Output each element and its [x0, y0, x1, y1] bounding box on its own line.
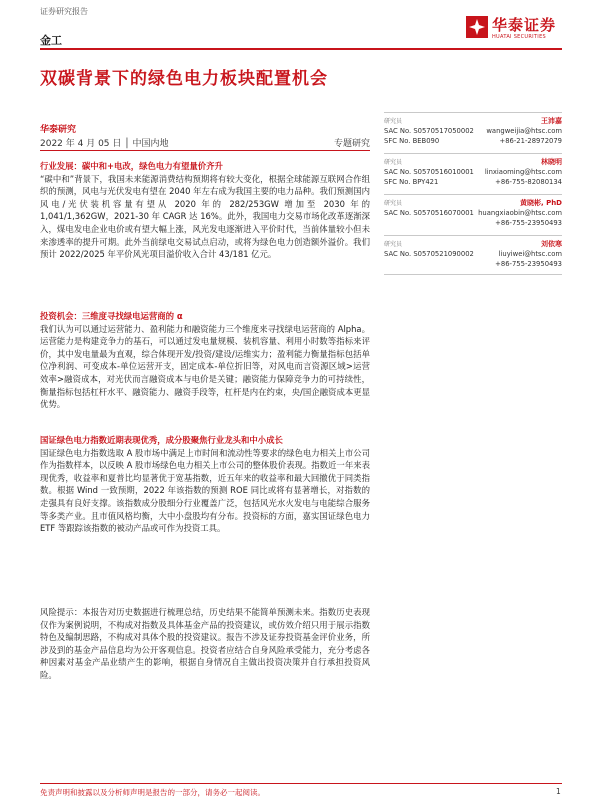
header-divider [40, 48, 562, 50]
publisher-label: 华泰研究 [40, 125, 77, 135]
analyst-divider [384, 235, 562, 236]
analyst-phone: +86-755-82080134 [495, 178, 562, 186]
meta-divider [40, 150, 370, 151]
footer-divider [40, 783, 562, 784]
section-heading: 投资机会：三维度寻找绿电运营商的 α [40, 311, 183, 321]
analyst-phone: +86-755-23950493 [495, 260, 562, 268]
section-heading: 国证绿色电力指数近期表现优秀，成分股聚焦行业龙头和中小成长 [40, 435, 283, 445]
page-number: 1 [556, 787, 561, 796]
analyst-role: 研究员 [384, 200, 403, 207]
analyst-sac: SAC No. S0570516010001 [384, 168, 474, 176]
analyst-name: 刘依寒 [541, 240, 562, 248]
analyst-card [384, 157, 562, 187]
analyst-name: 王沛嘉 [541, 117, 562, 125]
analyst-card [384, 116, 562, 146]
analyst-card [384, 239, 562, 269]
section-heading: 行业发展：碳中和+电改，绿色电力有望量价齐升 [40, 161, 223, 171]
risk-warning-text: 风险提示：本报告对历史数据进行梳理总结，历史结果不能简单预测未来。指数历史表现仅作为案例说明，不构成对指数及具体基金产品的投资建议，或仿效介绍只用于展示指数特色及编制思路，不构成对具体个股的投资建议。报告不涉及证券投资基金评价业务，所涉及到的基金产品信息均为公开客观信息。投资者应结合自身风险承受能力，充分考虑各种因素对基金产品业绩产生的影响，根据自身情况自主做出投资决策并自行承担投资风险。 [40, 607, 370, 680]
analyst-email[interactable]: huangxiaobin@htsc.com [478, 209, 562, 217]
analyst-role: 研究员 [384, 159, 403, 166]
date-region: 2022 年 4 月 05 日 │ 中国内地 [40, 139, 169, 149]
analyst-sac: SAC No. S0570521090002 [384, 250, 474, 258]
section-body: “碳中和”背景下，我国未来能源消费结构预期将有较大变化，根据全球能源互联网合作组织的预测，风电与光伏发电有望在 2040 年左右成为我国主要的电力品种。我们预测国内风电/光伏装机容量有望从 2020 年的 282/253GW 增加至 2030 年的 1,041/1,362GW，2021-30 年 CAGR 达 16%。此外，我国电力交易市场化改革逐渐深入，煤电发电企业电价或有望大幅上涨，风光发电逐渐进入平价时代，当前体量较小但未来渗透率的提升可期。此外当前绿电交易试点启动，或将为绿色电力创造额外溢价。我们预计 2022/2025 年平价风光项目溢价收入合计 43/181 亿元。 [40, 173, 370, 260]
section-industry [40, 160, 370, 261]
analyst-role: 研究员 [384, 241, 403, 248]
analyst-email[interactable]: linxiaoming@htsc.com [484, 168, 562, 176]
huatai-logo-icon [466, 16, 488, 38]
analyst-sac: SAC No. S0570516070001 [384, 209, 474, 217]
analyst-name: 林晓明 [541, 158, 562, 166]
analyst-role: 研究员 [384, 118, 403, 125]
analyst-divider [384, 274, 562, 275]
analyst-sac: SAC No. S0570517050002 [384, 127, 474, 135]
section-body: 国证绿色电力指数选取 A 股市场中满足上市时间和流动性等要求的绿色电力相关上市公司作为指数样本，以反映 A 股市场绿色电力相关上市公司的整体股价表现。指数近一年来表现优秀，收益率和夏普比均显著优于宽基指数，近五年来的收益率和最大回撤优于同类指数。根据 Wind 一致预期，2022 年该指数的预测 ROE 同比或将有显著增长，对指数的走强具有良好支撑。该指数成分股细分行业覆盖广泛，包括风光水火发电与电能综合服务等多类产业。且市值风格均衡，大中小盘股均有分布。投资标的方面，嘉实国证绿色电力 ETF 等跟踪该指数的被动产品或可作为投资工具。 [40, 447, 370, 534]
meta-line [40, 136, 370, 149]
section-index [40, 434, 370, 535]
report-title: 双碳背景下的绿色电力板块配置机会 [40, 69, 328, 89]
report-topic: 专题研究 [333, 139, 370, 149]
analyst-sfc: SFC No. BEB090 [384, 137, 440, 145]
analyst-divider [384, 112, 562, 113]
section-investment [40, 310, 370, 411]
logo-text-cn: 华泰证券 [492, 16, 557, 34]
analyst-name: 黄晓彬, PhD [519, 199, 562, 207]
footer-disclaimer: 免责声明和披露以及分析师声明是报告的一部分，请务必一起阅读。 [40, 788, 265, 797]
analyst-divider [384, 153, 562, 154]
report-type-label: 证券研究报告 [40, 7, 88, 16]
analyst-phone: +86-21-28972079 [499, 137, 562, 145]
analyst-email[interactable]: wangweijia@htsc.com [486, 127, 562, 135]
analyst-card [384, 198, 562, 228]
section-body: 我们认为可以通过运营能力、盈利能力和融资能力三个维度来寻找绿电运营商的 Alpha。运营能力是构建竞争力的基石，可以通过发电量规模、装机容量、利用小时数等指标来评价，其中发电量最为直观，综合体现开发/投资/建设/运维实力；盈利能力衡量指标包括单位净利润、可变成本-单位运营开支，固定成本-单位折旧等，对风电而言资源区域>运营效率>融资成本，对光伏而言融资成本与电价是关键；融资能力保障竞争力的可持续性，衡量指标包括杠杆水平、融资能力、融资手段等，杠杆是内在约束，央/国企融资成本更显优势。 [40, 323, 370, 410]
analyst-divider [384, 194, 562, 195]
logo [466, 14, 562, 44]
industry-label: 金工 [40, 34, 62, 47]
analyst-sfc: SFC No. BPY421 [384, 178, 439, 186]
logo-text-en: HUATAI SECURITIES [492, 34, 546, 40]
analyst-phone: +86-755-23950493 [495, 219, 562, 227]
analyst-email[interactable]: liuyiwei@htsc.com [498, 250, 562, 258]
section-risk [40, 606, 370, 682]
